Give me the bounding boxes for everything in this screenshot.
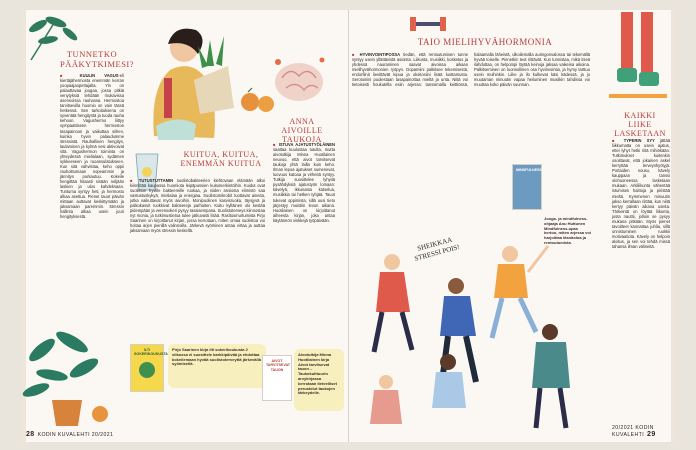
article-body-aivot: ■ ISTUVA AJATUSTYÖLÄINEN saattaa kuulostaa tutulta, mutta aivotutkija Minna Huotilainen neuvoo, että aivot tarvitsevat taukoja yhtä lailla kuin keho. Ilman lepoa ajatukset sumenevat, luovuus katoaa ja virheitä syntyy. Tutkija suosittelee lyhyitä pysähdyksiä ajatustyön lomaan: kävelyä, ikkunasta katselua, musiikkia tai hetken tyhjää. Tauot tukevat oppimista, sillä uusi tieto järjestyy muistiin levon aikana. Huotilainen on kirjoittanut aiheesta kirjan, joka antaa käytännön vinkkejä työpäivään.: [273, 142, 335, 223]
book-cover-mindfulness: [512, 164, 542, 210]
article-text-mielihyva: tiedän, että rentoutumisen tunne syntyy usein yllättävistä asioista. Liikunta, musiikki, kosketus ja yhdessä nauraminen saavat aivoissa aikaan mielihyvähormonien ryöpyn. Dopamiini palkitsee tekemisestä, endorfiinit lievittävät kipua ja oksitosiini lisää luottamusta. Serotoniini puolestaan tasapainottaa mieltä ja unta. Niitä voi tietoisesti houkutella esiin arjessa: tanssimalla keittiössä, halaamalla läheistä, ulkoilemalla auringonvalossa tai tekemällä hyvää toiselle. Pienetkin teot riittävät. Kun tunnistaa, mikä itseä ilahduttaa, on helpompi löytää keinoja jaksaa vaikeina aikoina. Palkitseminen on luonnollinen osa hyvinvointia, ja hymy tarttuu usein muihinkin. Liike ja ilo kulkevat käsi kädessä, ja jo muutaman minuutin vapaa heiluminen musiikin tahdissa voi muuttaa koko päivän suunnan.: [352, 52, 590, 88]
article-text-kuitua: suolistobakteerien kiehtovaan elämään alkoi kiinnittää kaupassa huomiota leipäpussien kuitumerkintöihin. Kuidut ovat suoliston hyville bakteereille ruokaa, ja niiden ansiosta elimistö saa vastustuskykyä, mielialaa ja energiaa. Suolistomikrobit tuottavat aineita, jotka vaikuttavat myös aivoihin. Monipuolinen kasvisruoka, täysjyvä ja palkokasvit ruokkivat bakteereja parhaiten. Kuitu kylläinen olo kestää pidempään ja verensokeri pysyy tasaisempana. Suolistoterveys kiinnostaa nyt monia, ja tutkimustietoa tulee jatkuvasti lisää. Rasitusmurtumista Pirjo Saarinen on kirjoittanut kirjan, jossa kerrotaan, miten omaa suolistoa voi hoitaa arjen pienillä valinnoilla. Järkevä syöminen antaa virtaa ja auttaa jaksamaan myös stressin keskellä.: [130, 178, 265, 234]
article-lead-mielihyva: HYVINVOINTIPOSSA: [359, 52, 401, 57]
folio-right: [612, 425, 696, 438]
book-cover-aivot-title: AIVOT TARVITSEVAT TAUON: [266, 359, 291, 372]
article-title-aivot: ANNA AIVOILLE TAUKOJA: [281, 117, 323, 144]
article-body-vagus: ■ KUULIN VAGUS-eli kiertäjähermosta enemmän kerran yoopaajaopettajalta. Yin on palauttavaa joogaa, jossa pitkiä venytyksiä tehdään mukavissa asennoissa rauhassa. Hermostoa tarvitsevilla huomio on vain tässä hetkessä. Sen tarkoituksena on syventää hengitystä ja tuoda rauha kehoon. Vagushermo liittyy sympaattiseen hermoston tasapainoon ja vaikuttaa siihen, kuinka hyvin palaudumme stressistä. Rauhallinen hengitys, laulaminen ja kylmä vesi aktivoivat sitä. Vagushermon toiminta on yhteydessä mielialaan, sydämen sykkeeseen ja ruoansulatukseen. Kun sitä vahvistaa, keho oppii rauhoittumaan nopeammin ja jännitys purkautuu. Kokeile hengittää hitaasti sisään neljään laskien ja ulos kahdeksaan. Tuntuma syntyy heti, ja hermosto alkaa asettua. Pienet tauot päivän mittaan auttavat keskittymään ja jaksamaan paremmin. Stressin hallinta alkaa usein juuri hengityksestä.: [60, 73, 124, 220]
page-number-right: 29: [647, 431, 656, 438]
dancers-illustration: [352, 232, 594, 428]
article-text-vagus: -eli kiertäjähermosta enemmän kerran yoopaajaopettajalta. Yin on palauttavaa joogaa, jossa pitkiä venytyksiä tehdään mukavissa asennoissa rauhassa. Hermostoa tarvitsevilla huomio on vain tässä hetkessä. Sen tarkoituksena on syventää hengitystä ja tuoda rauha kehoon. Vagushermo liittyy sympaattiseen hermoston tasapainoon ja vaikuttaa siihen, kuinka hyvin palaudumme stressistä. Rauhallinen hengitys, laulaminen ja kylmä vesi aktivoivat sitä. Vagushermon toiminta on yhteydessä mielialaan, sydämen sykkeeseen ja ruoansulatukseen. Kun sitä vahvistaa, keho oppii rauhoittumaan nopeammin ja jännitys purkautuu. Kokeile hengittää hitaasti sisään neljään laskien ja ulos kahdeksaan. Tuntuma syntyy heti, ja hermosto alkaa asettua. Pienet tauot päivän mittaan auttavat keskittymään ja jaksamaan paremmin. Stressin hallinta alkaa usein juuri hengityksestä.: [60, 73, 124, 220]
article-body-mielihyva: ■ HYVINVOINTIPOSSA tiedän, että rentoutumisen tunne syntyy usein yllättävistä asioista. Liikunta, musiikki, kosketus ja yhdessä nauraminen saavat aivoissa aikaan mielihyvähormonien ryöpyn. Dopamiini palkitsee tekemisestä, endorfiinit lievittävät kipua ja oksitosiini lisää luottamusta. Serotoniini puolestaan tasapainottaa mieltä ja unta. Niitä voi tietoisesti houkutella esiin arjessa: tanssimalla keittiössä, halaamalla läheistä, ulkoilemalla auringonvalossa tai tekemällä hyvää toiselle. Pienetkin teot riittävät. Kun tunnistaa, mikä itseä ilahduttaa, on helpompi löytää keinoja jaksaa vaikeina aikoina. Palkitseminen on luonnollinen osa hyvinvointia, ja hymy tarttuu usein muihinkin. Liike ja ilo kulkevat käsi kädessä, ja jo muutaman minuutin vapaa heiluminen musiikin tahdissa voi muuttaa koko päivän suunnan.: [352, 52, 590, 88]
page-gutter: [348, 10, 349, 442]
magazine-name-left: KODIN KUVALEHTI 20/2021: [37, 432, 114, 438]
article-body-kuitua: ■ TUTUSTUTTAMIN suolistobakteerien kiehtovaan elämään alkoi kiinnittää kaupassa huomiota leipäpussien kuitumerkintöihin. Kuidut ovat suoliston hyville bakteereille ruokaa, ja niiden ansiosta elimistö saa vastustuskykyä, mielialaa ja energiaa. Suolistomikrobit tuottavat aineita, jotka vaikuttavat myös aivoihin. Monipuolinen kasvisruoka, täysjyvä ja palkokasvit ruokkivat bakteereja parhaiten. Kuitu kylläinen olo kestää pidempään ja verensokeri pysyy tasaisempana. Suolistoterveys kiinnostaa nyt monia, ja tutkimustietoa tulee jatkuvasti lisää. Rasitusmurtumista Pirjo Saarinen on kirjoittanut kirjan, jossa kerrotaan, miten omaa suolistoa voi hoitaa arjen pienillä valinnoilla. Järkevä syöminen antaa virtaa ja auttaa jaksamaan myös stressin keskellä.: [130, 178, 265, 234]
folio-left: [26, 431, 113, 438]
book-cover-kuitu-title: ILTI SOKERIKOUKUSTA: [134, 348, 168, 356]
page-edge-right: [671, 10, 675, 442]
magazine-name-right: 20/2021 KODIN KUVALEHTI: [612, 425, 654, 438]
article-title-liike: KAIKKI LIIKE LASKETAAN: [614, 111, 666, 138]
speech-bubble: SHEIKKAA STRESSI POIS!: [413, 235, 461, 263]
info-box-huotilainen: Aivotutkija Minna Huotilainen kirja Aivot tarvitsevat tauon – Taukokulttuurin arvykirjassa kerrotaan tieteelliset perustelut taukojen tärkeydelle.: [294, 349, 344, 411]
info-box-saarinen: Pirjo Saarinen kirja ilti sokerikoukusta 2 viikossa ei suosittele karkkipäivää ja ehdottaa kokeilemaan hyvää suolistoterveyttä järkevällä syömisellä.: [168, 344, 266, 388]
article-text-aivot: saattaa kuulostaa tutulta, mutta aivotutkija Minna Huotilainen neuvoo, että aivot tarvitsevat taukoja yhtä lailla kuin keho. Ilman lepoa ajatukset sumenevat, luovuus katoaa ja virheitä syntyy. Tutkija suosittelee lyhyitä pysähdyksiä ajatustyön lomaan: kävelyä, ikkunasta katselua, musiikkia tai hetken tyhjää. Tauot tukevat oppimista, sillä uusi tieto järjestyy muistiin levon aikana. Huotilainen on kirjoittanut aiheesta kirjan, joka antaa käytännön vinkkejä työpäivään.: [273, 147, 335, 223]
plant-illustration: [26, 12, 81, 62]
weights-illustration: [408, 12, 448, 38]
article-text-liike: jättää liikkumatta on usein ajatus, ettei lyhyt hetki riitä mihinkään. Tutkimukset kuitenkin osoittavat, että jokainen askel kerryttää terveyshyötyjä. Portaiden nousu, kävely kauppaan ja tanssi olohuoneessa lasketaan mukaan. Arkiliikunta vähentää istumisen haittoja ja piristää mieltä. Kymmenen minuutin jakso kerrallaan riittää, kun niitä kertyy päivän aikana useita. Tärkeintä on löytää liikunta, josta nauttii, jolloin se pysyy mukana pitkään. Myös pienet tavoitteet kannattaa juhlia, sillä onnistuminen ruokkii motivaatiota. Kävely on helpoin aloitus, ja sen voi tehdä missä tahansa ilman välineitä.: [612, 138, 670, 249]
article-lead-liike: TYPERIN SYY: [623, 138, 655, 143]
article-title-vagus: TUNNETKO PÄÄKYTKIMESI?: [60, 49, 135, 69]
woman-with-groceries-illustration: [136, 18, 244, 146]
article-body-liike: ■ TYPERIN SYY jättää liikkumatta on usein ajatus, ettei lyhyt hetki riitä mihinkään. Tutkimukset kuitenkin osoittavat, että jokainen askel kerryttää terveyshyötyjä. Portaiden nousu, kävely kauppaan ja tanssi olohuoneessa lasketaan mukaan. Arkiliikunta vähentää istumisen haittoja ja piristää mieltä. Kymmenen minuutin jakso kerrallaan riittää, kun niitä kertyy päivän aikana useita. Tärkeintä on löytää liikunta, josta nauttii, jolloin se pysyy mukana pitkään. Myös pienet tavoitteet kannattaa juhlia, sillä onnistuminen ruokkii motivaatiota. Kävely on helpoin aloitus, ja sen voi tehdä missä tahansa ilman välineitä.: [612, 138, 670, 249]
article-lead-vagus: KUULIN VAGUS: [79, 73, 119, 78]
plant-pot-illustration: [22, 320, 112, 430]
article-title-kuitua: KUITUA, KUITUA, ENEMMÄN KUITUA: [180, 150, 262, 168]
page-number-left: 28: [26, 431, 35, 438]
book-cover-kuitu: [130, 344, 168, 392]
book-cover-mindfulness-title: MINDFULNESS: [516, 168, 542, 172]
article-lead-kuitua: TUTUSTUTTAMIN: [138, 178, 174, 183]
article-lead-aivot: ISTUVA AJATUSTYÖLÄINEN: [278, 142, 335, 147]
brain-illustration: [268, 52, 330, 110]
info-box-jooga: Jooga- ja mindfulness-ohjaaja Anu Huttunen Mindfulness-opas kertoo, miten arjessa voi harjoittaa läsnäoloa ja rentoutumista.: [544, 216, 591, 245]
book-cover-aivot: [262, 355, 292, 401]
article-title-mielihyva: TAIO MIELIHYVÄHORMONIA: [417, 37, 553, 47]
legs-illustration: [605, 12, 671, 104]
